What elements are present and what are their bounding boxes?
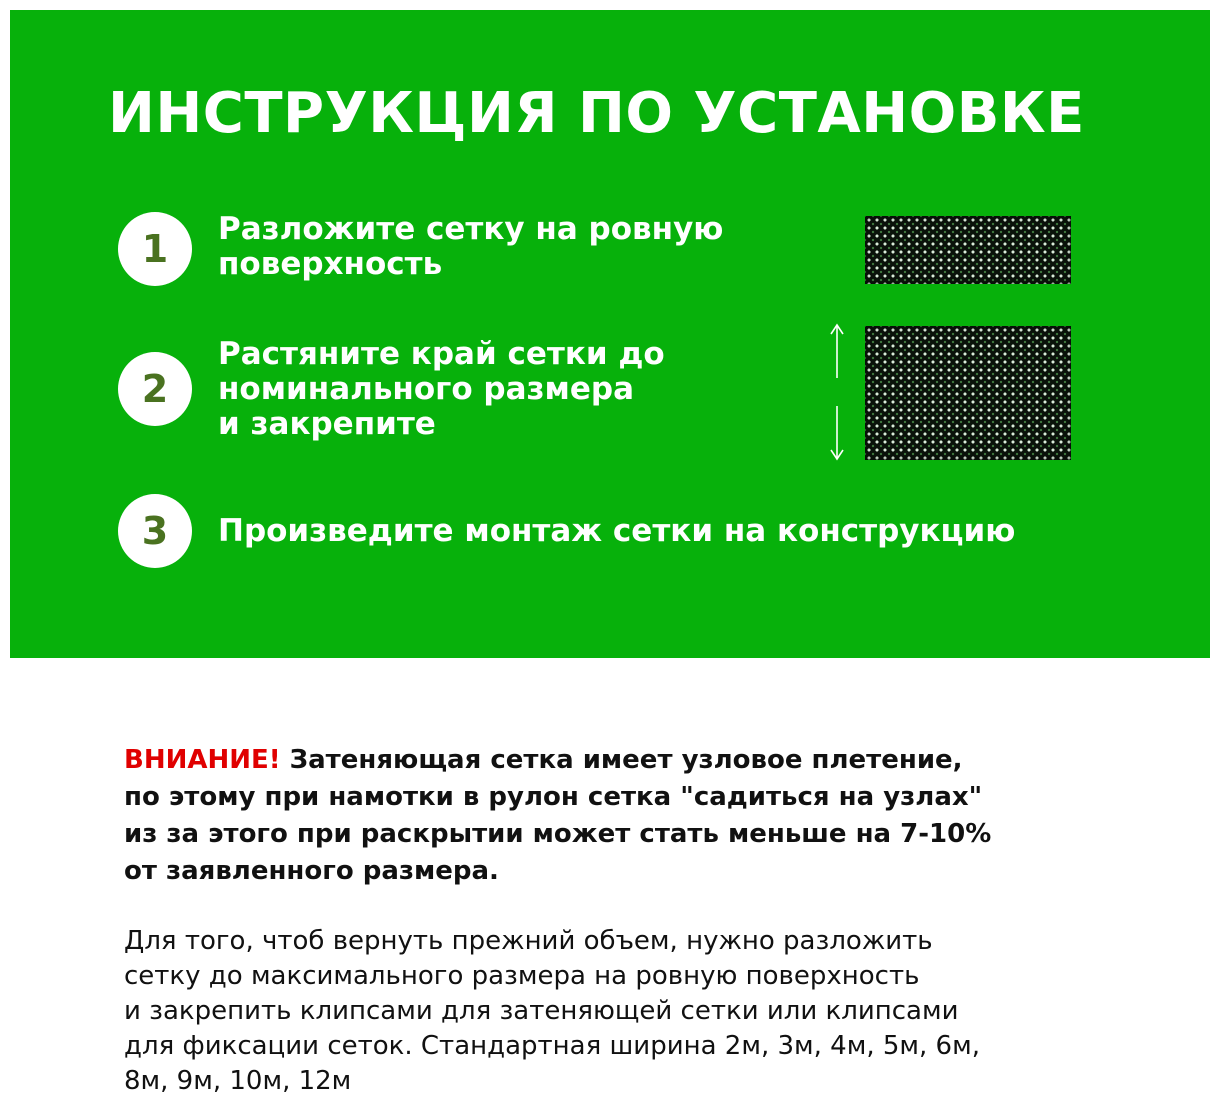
stretch-arrow-icon: [826, 322, 848, 462]
page-title: ИНСТРУКЦИЯ ПО УСТАНОВКЕ: [108, 81, 1085, 146]
step-1-text: Разложите сетку на ровную поверхность: [218, 211, 724, 282]
step-1-number: 1: [118, 212, 192, 286]
mesh-image-flat: [865, 216, 1071, 284]
instructions-paragraph: Для того, чтоб вернуть прежний объем, нужно разложить сетку до максимального размера на ровную поверхность и закрепить клипсами для затеняющей сетки или клипсами для фиксации сеток. Стандартная ширина 2м, 3м, 4м, 5м, 6м, 8м, 9м, 10м, 12м: [124, 926, 980, 1096]
warning-text: Затеняющая сетка имеет узловое плетение, по этому при намотки в рулон сетка "садиться на узлах" из за этого при раскрытии может стать меньше на 7-10% от заявленного размера.: [124, 745, 992, 886]
step-3-text: Произведите монтаж сетки на конструкцию: [218, 513, 1016, 549]
step-2-text: Растяните край сетки до номинального размера и закрепите: [218, 336, 665, 442]
mesh-image-stretched: [865, 326, 1071, 460]
warning-label: ВНИАНИЕ!: [124, 745, 281, 775]
step-2-number: 2: [118, 352, 192, 426]
step-3-number: 3: [118, 494, 192, 568]
warning-notice: [124, 742, 1124, 890]
